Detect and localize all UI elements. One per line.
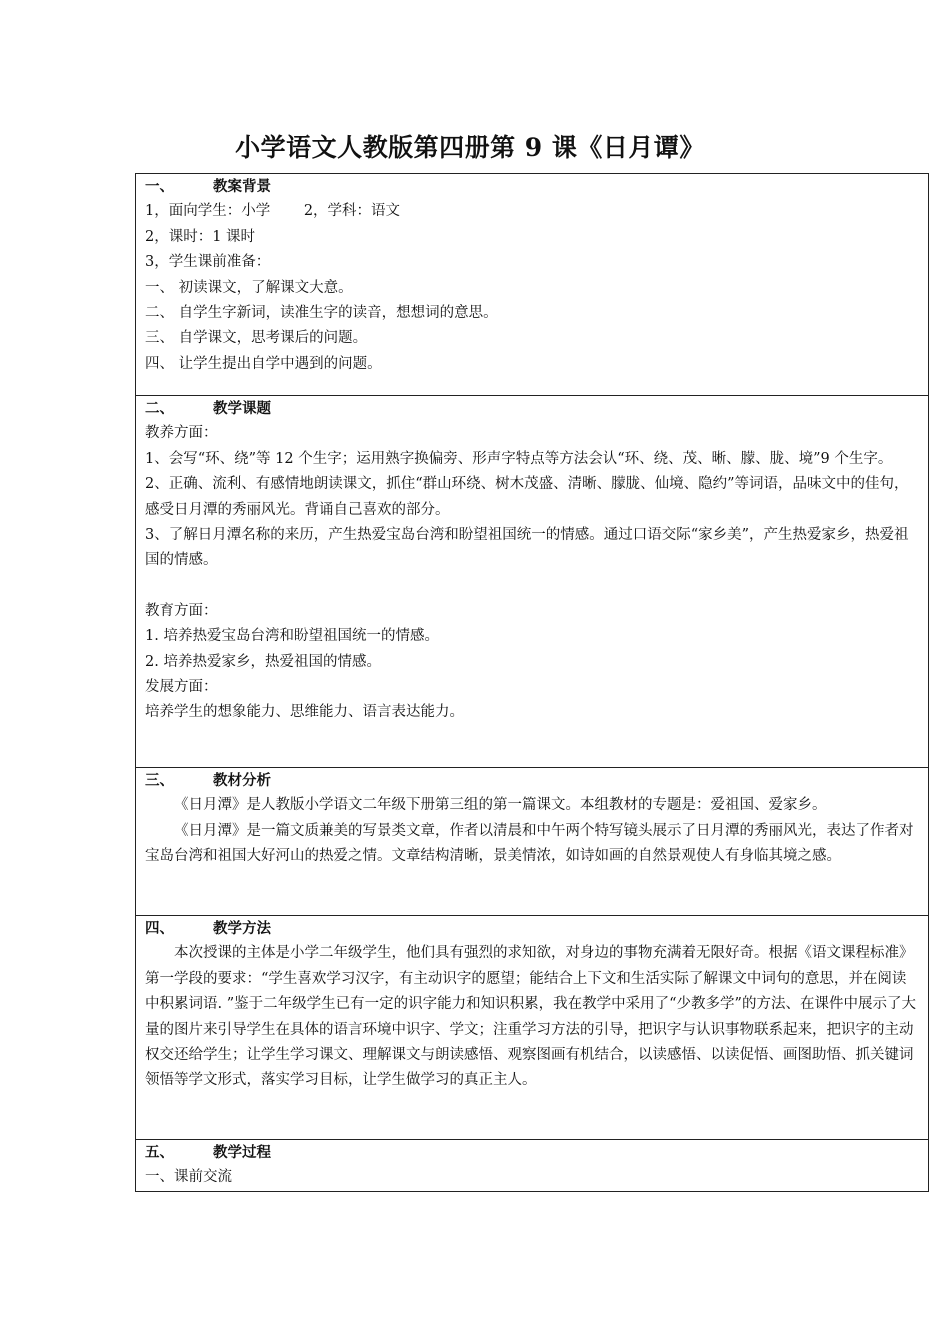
section-teaching-process bbox=[136, 1140, 929, 1192]
section-background bbox=[136, 174, 929, 396]
section-heading: 五、 教学过程 bbox=[145, 1144, 271, 1161]
text-line: 3，学生课前准备： bbox=[145, 254, 271, 271]
section-heading: 二、 教学课题 bbox=[145, 400, 271, 417]
section-material-analysis bbox=[136, 768, 929, 916]
text-line: 一、课前交流 bbox=[145, 1169, 232, 1186]
text-line: 发展方面： bbox=[145, 679, 218, 696]
text-line: 二、 自学生字新词，读准生字的读音，想想词的意思。 bbox=[145, 305, 498, 322]
paragraph: 本次授课的主体是小学二年级学生，他们具有强烈的求知欲，对身边的事物充满着无限好奇。根据《语文课程标准》第一学段的要求：“学生喜欢学习汉字，有主动识字的愿望；能结合上下文和生活实际了解课文中词句的意思，并在阅读中积累词语. ”鉴于二年级学生已有一定的识字能力和知识积累，我在教学中采用了“少教多学”的方法、在课件中展示了大量的图片来引导学生在具体的语言环境中识字、学文；注重学习方法的引导，把识字与认识事物联系起来，把识字的主动权交还给学生；让学生学习课文、理解课文与朗读感悟、观察图画有机结合，以读感悟、以读促悟、画图助悟、抓关键词领悟等学文形式，落实学习目标，让学生做学习的真正主人。 bbox=[145, 945, 916, 1089]
text-line: 三、 自学课文，思考课后的问题。 bbox=[145, 330, 368, 347]
blank-line bbox=[145, 574, 920, 599]
section-row bbox=[136, 174, 929, 396]
text-line: 培养学生的想象能力、思维能力、语言表达能力。 bbox=[145, 704, 464, 721]
paragraph: 《日月潭》是人教版小学语文二年级下册第三组的第一篇课文。本组教材的专题是：爱祖国、爱家乡。 bbox=[174, 797, 827, 814]
text-line: 3、了解日月潭名称的来历，产生热爱宝岛台湾和盼望祖国统一的情感。通过口语交际“家乡美”，产生热爱家乡，热爱祖国的情感。 bbox=[145, 527, 909, 569]
document-title: 小学语文人教版第四册第 9 课《日月谭》 bbox=[235, 133, 705, 162]
text-line: 1、会写“环、绕”等 12 个生字；运用熟字换偏旁、形声字特点等方法会认“环、绕、茂、晰、朦、胧、境”9 个生字。 bbox=[145, 450, 893, 467]
section-row bbox=[136, 396, 929, 768]
text-line: 1，面向学生：小学 2，学科：语文 bbox=[145, 203, 401, 220]
lesson-plan-table bbox=[135, 173, 929, 1192]
text-line: 1. 培养热爱宝岛台湾和盼望祖国统一的情感。 bbox=[145, 628, 439, 645]
text-line: 2. 培养热爱家乡，热爱祖国的情感。 bbox=[145, 653, 381, 670]
text-line: 一、 初读课文，了解课文大意。 bbox=[145, 279, 353, 296]
section-topic bbox=[136, 396, 929, 768]
text-line: 2、正确、流利、有感情地朗读课文，抓住“群山环绕、树木茂盛、清晰、朦胧、仙境、隐约”等词语，品味文中的佳句，感受日月潭的秀丽风光。背诵自己喜欢的部分。 bbox=[145, 476, 909, 518]
section-row bbox=[136, 1140, 929, 1192]
paragraph: 《日月潭》是一篇文质兼美的写景类文章，作者以清晨和中午两个特写镜头展示了日月潭的秀丽风光，表达了作者对宝岛台湾和祖国大好河山的热爱之情。文章结构清晰，景美情浓，如诗如画的自然景观使人有身临其境之感。 bbox=[145, 822, 914, 865]
section-row bbox=[136, 916, 929, 1140]
section-row bbox=[136, 768, 929, 916]
text-line: 教育方面： bbox=[145, 602, 218, 619]
text-line: 2，课时：1 课时 bbox=[145, 228, 256, 245]
text-line: 教养方面： bbox=[145, 425, 218, 442]
section-heading: 四、 教学方法 bbox=[145, 920, 271, 937]
section-teaching-method bbox=[136, 916, 929, 1140]
section-heading: 一、 教案背景 bbox=[145, 178, 271, 195]
section-heading: 三、 教材分析 bbox=[145, 772, 271, 789]
text-line: 四、 让学生提出自学中遇到的问题。 bbox=[145, 355, 382, 372]
